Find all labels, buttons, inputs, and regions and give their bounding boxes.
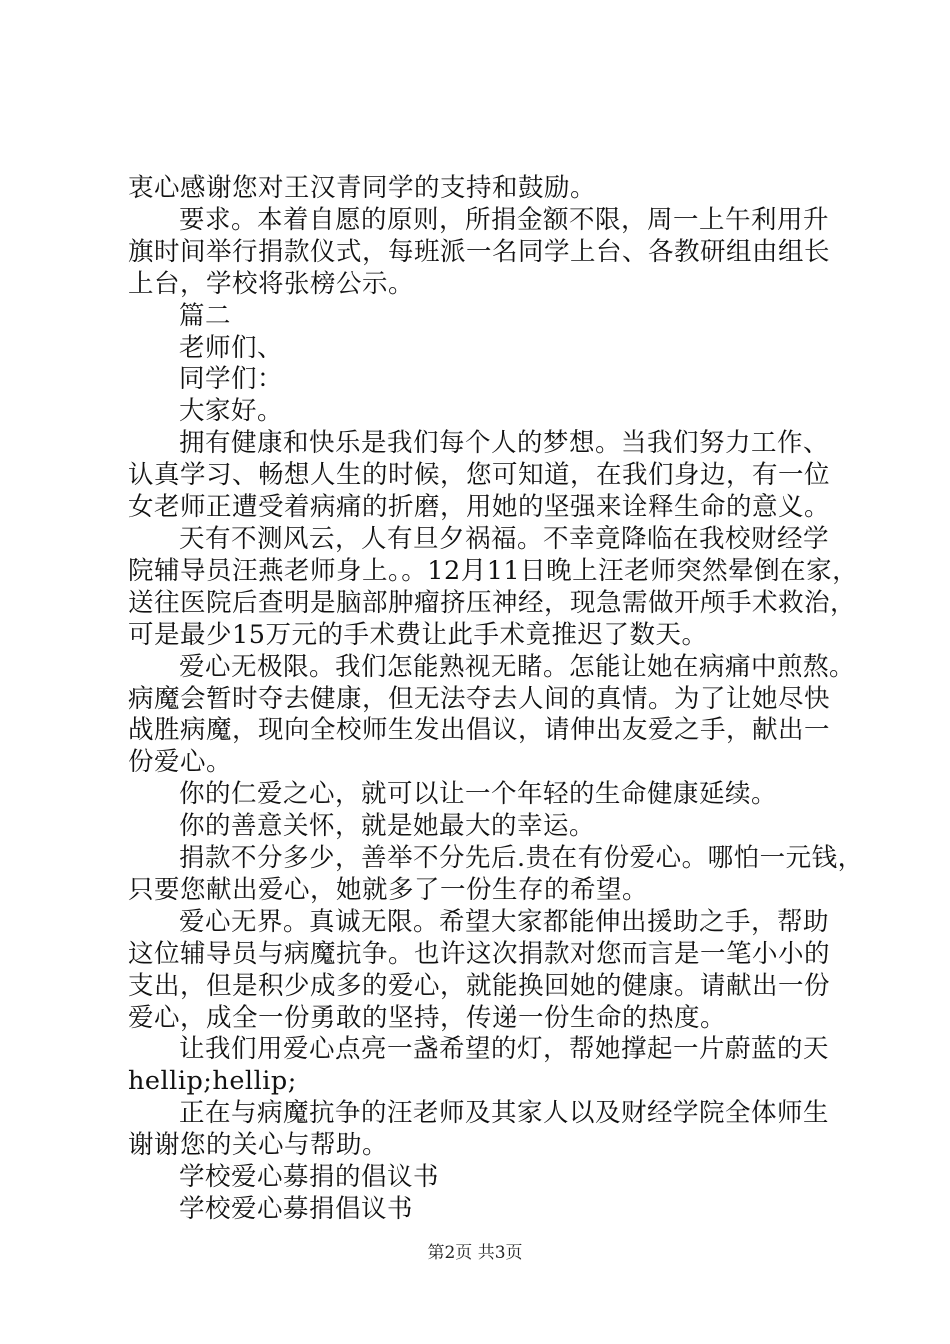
text-line: 大家好。 (179, 396, 284, 427)
text-line: 学校爱心募捐倡议书 (179, 1194, 414, 1224)
text-line: 送往医院后查明是脑部肿瘤挤压神经，现急需做开颅手术救治， (128, 587, 857, 618)
text-line: 学校爱心募捐的倡议书 (179, 1162, 440, 1193)
document-body (128, 173, 864, 1226)
text-line: 同学们： (179, 364, 284, 395)
text-line: 认真学习、畅想人生的时候，您可知道，在我们身边，有一位 (128, 460, 831, 491)
text-line: 爱心，成全一份勇敢的坚持，传递一份生命的热度。 (128, 1002, 727, 1033)
text-line: 你的善意关怀，就是她最大的幸运。 (179, 811, 596, 842)
text-line: 旗时间举行捐款仪式，每班派一名同学上台、各教研组由组长 (128, 236, 831, 267)
text-line: 老师们、 (179, 332, 284, 363)
text-line: 要求。本着自愿的原则，所捐金额不限，周一上午利用升 (179, 204, 830, 235)
text-line: 正在与病魔抗争的汪老师及其家人以及财经学院全体师生 (179, 1098, 830, 1129)
text-line: 院辅导员汪燕老师身上。。12月11日晚上汪老师突然晕倒在家， (128, 555, 859, 586)
text-line: 支出，但是积少成多的爱心，就能换回她的健康。请献出一份 (128, 970, 831, 1001)
text-line: 篇二 (179, 300, 232, 331)
text-line: 捐款不分多少，善举不分先后.贵在有份爱心。哪怕一元钱， (179, 843, 864, 874)
text-line: 病魔会暂时夺去健康，但无法夺去人间的真情。为了让她尽快 (128, 683, 831, 714)
text-line: 天有不测风云，人有旦夕祸福。不幸竟降临在我校财经学 (179, 523, 830, 554)
text-line: 谢谢您的关心与帮助。 (128, 1130, 389, 1161)
page-footer (0, 1242, 950, 1264)
text-line: 女老师正遭受着病痛的折磨，用她的坚强来诠释生命的意义。 (128, 492, 831, 523)
text-line: 可是最少15万元的手术费让此手术竟推迟了数天。 (128, 619, 708, 650)
text-line: 你的仁爱之心，就可以让一个年轻的生命健康延续。 (179, 779, 778, 810)
text-line: 让我们用爱心点亮一盏希望的灯，帮她撑起一片蔚蓝的天 (179, 1034, 830, 1065)
text-line: 份爱心。 (128, 747, 233, 778)
text-line: hellip;hellip; (128, 1066, 297, 1097)
text-line: 爱心无极限。我们怎能熟视无睹。怎能让她在病痛中煎熬。 (179, 651, 856, 682)
text-line: 只要您献出爱心，她就多了一份生存的希望。 (128, 874, 649, 905)
text-line: 战胜病魔，现向全校师生发出倡议，请伸出友爱之手，献出一 (128, 715, 831, 746)
text-line: 衷心感谢您对王汉青同学的支持和鼓励。 (128, 173, 597, 203)
text-line: 这位辅导员与病魔抗争。也许这次捐款对您而言是一笔小小的 (128, 938, 831, 969)
text-line: 爱心无界。真诚无限。希望大家都能伸出援助之手，帮助 (179, 906, 830, 937)
page-number-label: 第2页 共3页 (427, 1243, 523, 1263)
text-line: 上台，学校将张榜公示。 (128, 268, 415, 299)
text-line: 拥有健康和快乐是我们每个人的梦想。当我们努力工作、 (179, 428, 830, 459)
